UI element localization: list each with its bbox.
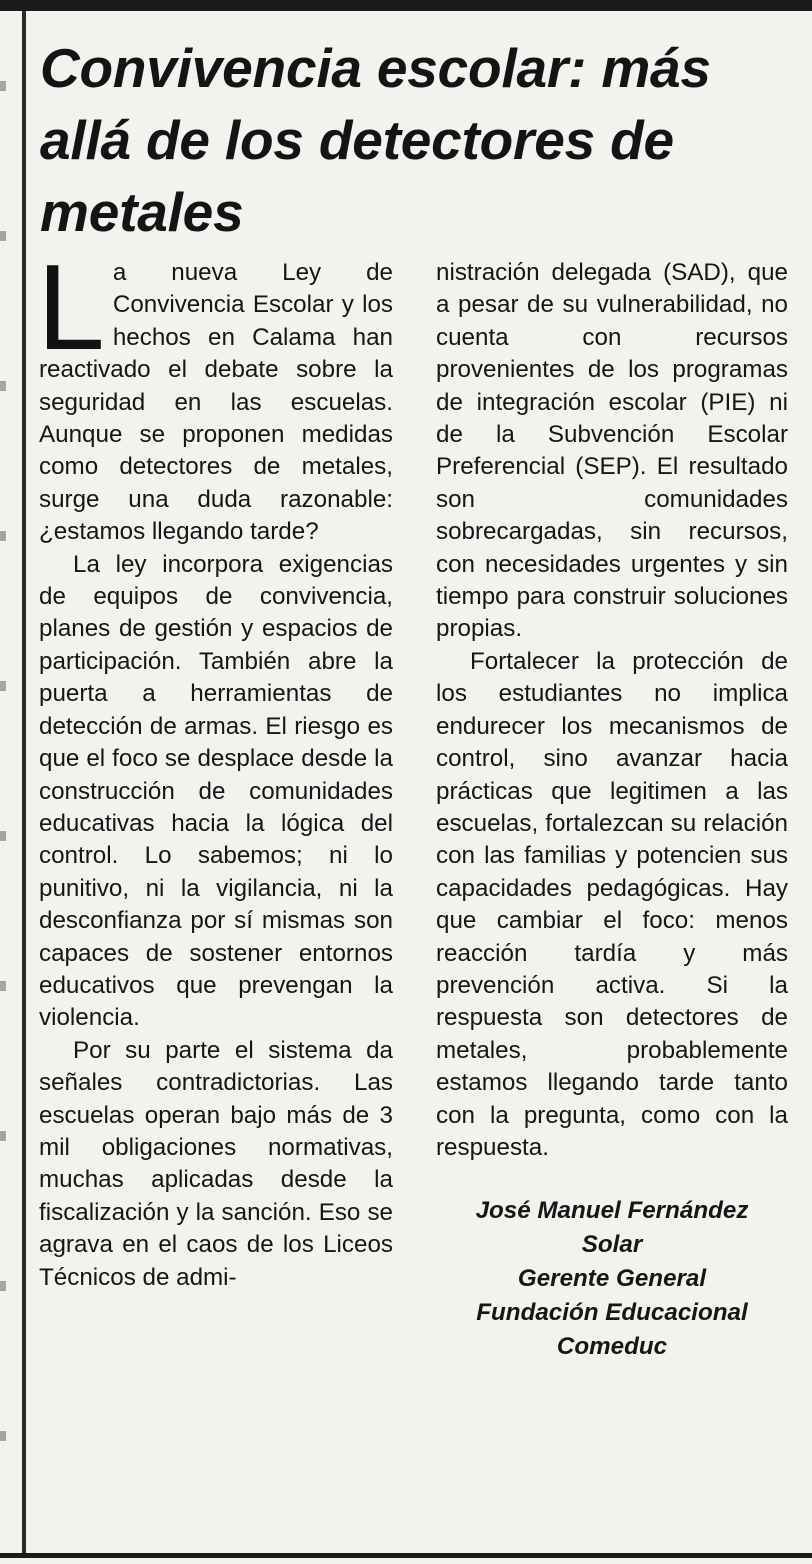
article-paragraph [37,239,393,549]
bottom-rule [0,1553,812,1558]
top-rule [0,0,812,11]
left-column-rule [22,11,26,1553]
article-column-right [436,257,788,1364]
paragraph-text: a nueva Ley de Convivencia Escolar y los hechos en Calama han reactivado el debate sobre la seguridad en las escuelas. Aunque se proponen medidas como detectores de metales, surge una duda razonable: ¿estamos llegando tarde? [39,259,393,546]
author-org-line1: Fundación Educacional [476,1299,748,1327]
article-column-left [37,239,393,1294]
author-name-line2: Solar [581,1231,643,1259]
margin-marks [0,11,6,1553]
article-paragraph: Por su parte el sistema da señales contradictorias. Las escuelas operan bajo más de 3 mil obligaciones normativas, muchas aplicadas desde la fiscalización y la sanción. Eso se agrava en el caos de los Liceos Técnicos de admi- [39,1036,393,1291]
article-headline: Convivencia escolar: más allá de los detectores de metales [40,37,711,243]
article-paragraph: nistración delegada (SAD), que a pesar de su vulnerabilidad, no cuenta con recursos provenientes de los programas de integración escolar (PIE) ni de la Subvención Escolar Preferencial (SEP). El resultado son comunidades sobrecargadas, sin recursos, con necesidades urgentes y sin tiempo para construir soluciones propias. [436,259,788,643]
author-role: Gerente General [517,1265,707,1293]
drop-cap: L [37,239,105,375]
article-paragraph: La ley incorpora exigencias de equipos de convivencia, planes de gestión y espacios de participación. También abre la puerta a herramientas de detección de armas. El riesgo es que el foco se desplace desde la construcción de comunidades educativas hacia la lógica del control. Lo sabemos; ni lo punitivo, ni la vigilancia, ni la desconfianza por sí mismas son capaces de sostener entornos educativos que prevengan la violencia. [39,550,393,1032]
article-paragraph: Fortalecer la protección de los estudiantes no implica endurecer los mecanismos de control, sino avanzar hacia prácticas que legitimen a las escuelas, fortalezcan su relación con las familias y potencien sus capacidades pedagógicas. Hay que cambiar el foco: menos reacción tardía y más prevención activa. Si la respuesta son detectores de metales, probablemente estamos llegando tarde tanto con la pregunta, como con la respuesta. [436,647,788,1161]
author-signature [436,1194,788,1364]
author-name-line1: José Manuel Fernández [475,1197,749,1225]
author-org-line2: Comeduc [556,1333,668,1361]
